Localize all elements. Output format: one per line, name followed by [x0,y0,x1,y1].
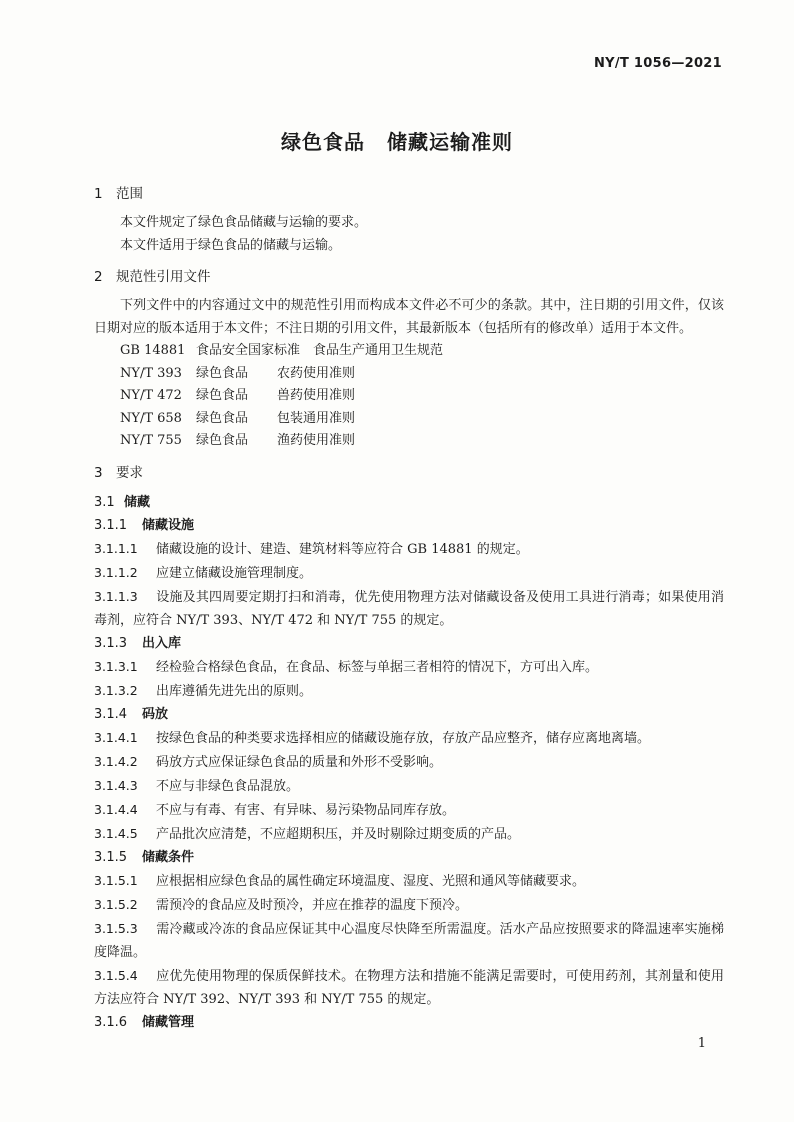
reference-item: GB 14881 食品安全国家标准 食品生产通用卫生规范 [120,343,444,358]
subsection-heading: 3.1.3 出入库 [94,635,182,651]
clause-item: 3.1.5.1 应根据相应绿色食品的属性确定环境温度、湿度、光照和通风等储藏要求。 [94,872,586,889]
paragraph: 下列文件中的内容通过文中的规范性引用而构成本文件必不可少的条款。其中，注日期的引用文件，仅该日期对应的版本适用于本文件；不注日期的引用文件，其最新版本（包括所有的修改单）适用于本文件。 [94,298,724,336]
title-part-1: 绿色食品 [281,130,365,154]
paragraph: 本文件适用于绿色食品的储藏与运输。 [120,237,342,253]
page-number: 1 [697,1036,706,1051]
reference-list [94,340,724,453]
subsection-heading: 3.1 储藏 [94,494,151,510]
clause-item: 3.1.5.3 需冷藏或冷冻的食品应保证其中心温度尽快降至所需温度。活水产品应按照要求的降温速率实施梯度降温。 [94,920,724,960]
clause-item: 3.1.4.1 按绿色食品的种类要求选择相应的储藏设施存放，存放产品应整齐，储存应离地离墙。 [94,729,651,746]
clause-item: 3.1.4.2 码放方式应保证绿色食品的质量和外形不受影响。 [94,753,443,770]
document-body [94,184,724,1034]
clause-item: 3.1.4.4 不应与有毒、有害、有异味、易污染物品同库存放。 [94,801,456,818]
reference-item: NY/T 755 绿色食品 渔药使用准则 [120,433,356,448]
section-3-heading: 3 要求 [94,464,143,481]
page-title [0,126,794,155]
clause-item: 3.1.4.3 不应与非绿色食品混放。 [94,777,300,794]
title-part-2: 储藏运输准则 [387,130,513,154]
subsection-heading: 3.1.5 储藏条件 [94,849,195,865]
reference-item: NY/T 472 绿色食品 兽药使用准则 [120,388,356,403]
clause-item: 3.1.1.1 储藏设施的设计、建造、建筑材料等应符合 GB 14881 的规定。 [94,540,529,557]
clause-item: 3.1.5.2 需预冷的食品应及时预冷，并应在推荐的温度下预冷。 [94,896,469,913]
document-number: NY/T 1056—2021 [594,56,722,71]
subsection-heading: 3.1.6 储藏管理 [94,1014,195,1030]
section-1-heading: 1 范围 [94,186,143,202]
clause-item: 3.1.1.2 应建立储藏设施管理制度。 [94,564,313,581]
section-2-heading: 2 规范性引用文件 [94,269,211,285]
clause-item: 3.1.3.2 出库遵循先进先出的原则。 [94,682,313,699]
reference-item: NY/T 393 绿色食品 农药使用准则 [120,365,356,381]
subsection-heading: 3.1.4 码放 [94,706,169,722]
reference-item: NY/T 658 绿色食品 包装通用准则 [120,410,356,426]
clause-item: 3.1.1.3 设施及其四周要定期打扫和消毒，优先使用物理方法对储藏设备及使用工具进行消毒；如果使用消毒剂，应符合 NY/T 393、NY/T 472 和 NY/T 755 的规定。 [94,588,724,628]
subsection-heading: 3.1.1 储藏设施 [94,517,195,533]
clause-item: 3.1.3.1 经检验合格绿色食品，在食品、标签与单据三者相符的情况下，方可出入库。 [94,658,599,675]
clause-item: 3.1.4.5 产品批次应清楚，不应超期积压，并及时剔除过期变质的产品。 [94,825,521,842]
paragraph: 本文件规定了绿色食品储藏与运输的要求。 [120,215,368,230]
clause-item: 3.1.5.4 应优先使用物理的保质保鲜技术。在物理方法和措施不能满足需要时，可使用药剂，其剂量和使用方法应符合 NY/T 392、NY/T 393 和 NY/T 755 的规定。 [94,967,724,1007]
